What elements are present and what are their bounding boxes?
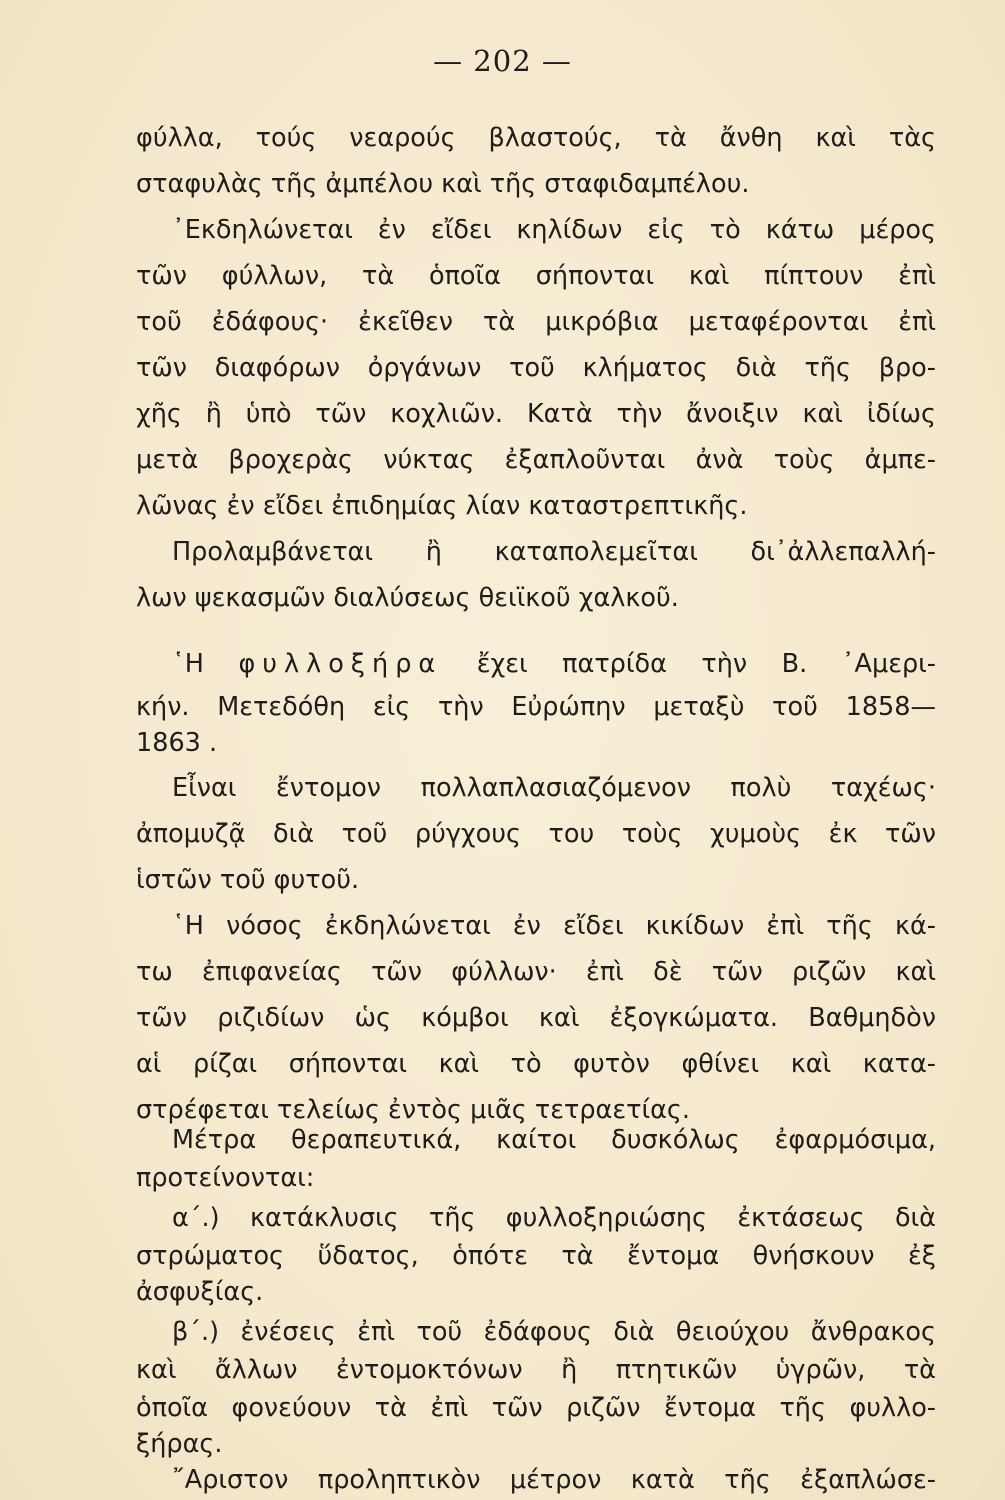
text-line: ἱστῶν τοῦ φυτοῦ. bbox=[136, 865, 360, 895]
text-line: τοῦ ἐδάφους· ἐκεῖθεν τὰ μικρόβια μεταφέρονται ἐπὶ bbox=[136, 307, 936, 337]
text-line: καὶ ἄλλων ἐντομοκτόνων ἢ πτητικῶν ὑγρῶν, τὰ bbox=[136, 1355, 936, 1385]
text-line: ᾿Εκδηλώνεται ἐν εἴδει κηλίδων εἰς τὸ κάτω μέρος bbox=[172, 215, 936, 245]
text-line: σταφυλὰς τῆς ἀμπέλου καὶ τῆς σταφιδαμπέλου. bbox=[136, 169, 750, 199]
text-line: β΄.) ἐνέσεις ἐπὶ τοῦ ἐδάφους διὰ θειούχου ἄνθρακος bbox=[172, 1317, 936, 1347]
text-line: μετὰ βροχερὰς νύκτας ἐξαπλοῦνται ἀνὰ τοὺς ἀμπε- bbox=[136, 445, 936, 475]
text-line: 1863 . bbox=[136, 728, 218, 758]
text-line: στρώματος ὕδατος, ὁπότε τὰ ἔντομα θνήσκουν ἐξ bbox=[136, 1241, 936, 1271]
text-line: φύλλα, τούς νεαρούς βλαστούς, τὰ ἄνθη καὶ τὰς bbox=[136, 123, 936, 153]
text-line: Προλαμβάνεται ἢ καταπολεμεῖται δι᾿ἀλλεπαλλή- bbox=[172, 537, 936, 567]
text-line: ῾Η νόσος ἐκδηλώνεται ἐν εἴδει κικίδων ἐπὶ τῆς κά- bbox=[172, 911, 936, 941]
text-line: ἀσφυξίας. bbox=[136, 1277, 264, 1307]
page-number: — 202 — bbox=[433, 44, 572, 78]
text-line: ἀπομυζᾷ διὰ τοῦ ρύγχους του τοὺς χυμοὺς ἐκ τῶν bbox=[136, 819, 936, 849]
text-line: τῶν ριζιδίων ὡς κόμβοι καὶ ἐξογκώματα. Βαθμηδὸν bbox=[136, 1003, 936, 1033]
text-line: α΄.) κατάκλυσις τῆς φυλλοξηριώσης ἐκτάσεως διὰ bbox=[172, 1203, 936, 1233]
text-line: τῶν φύλλων, τὰ ὁποῖα σήπονται καὶ πίπτουν ἐπὶ bbox=[136, 261, 936, 291]
text-line: ὁποῖα φονεύουν τὰ ἐπὶ τῶν ριζῶν ἔντομα τῆς φυλλο- bbox=[136, 1393, 936, 1423]
text-line: ξήρας. bbox=[136, 1429, 223, 1459]
text-line: χῆς ἢ ὑπὸ τῶν κοχλιῶν. Κατὰ τὴν ἄνοιξιν καὶ ἰδίως bbox=[136, 399, 936, 429]
text-line: στρέφεται τελείως ἐντὸς μιᾶς τετραετίας. bbox=[136, 1095, 690, 1125]
text-line: προτείνονται: bbox=[136, 1163, 315, 1193]
text-line: Μέτρα θεραπευτικά, καίτοι δυσκόλως ἐφαρμόσιμα, bbox=[172, 1125, 936, 1155]
text-line: Εἶναι ἔντομον πολλαπλασιαζόμενον πολὺ ταχέως· bbox=[172, 773, 936, 803]
heading-line bbox=[172, 646, 936, 682]
text-line: λων ψεκασμῶν διαλύσεως θειϊκοῦ χαλκοῦ. bbox=[136, 583, 679, 613]
text-line: ῎Αριστον προληπτικὸν μέτρον κατὰ τῆς ἐξαπλώσε- bbox=[172, 1465, 936, 1495]
heading-article: ῾Η bbox=[172, 649, 204, 679]
text-line: κήν. Μετεδόθη εἰς τὴν Εὐρώπην μεταξὺ τοῦ 1858— bbox=[136, 692, 936, 722]
text-line: τῶν διαφόρων ὀργάνων τοῦ κλήματος διὰ τῆς βρο- bbox=[136, 353, 936, 383]
text-line: τω ἐπιφανείας τῶν φύλλων· ἐπὶ δὲ τῶν ριζῶν καὶ bbox=[136, 957, 936, 987]
text-line: αἱ ρίζαι σήπονται καὶ τὸ φυτὸν φθίνει καὶ κατα- bbox=[136, 1049, 936, 1079]
heading-rest: ἔχει πατρίδα τὴν Β. ᾿Αμερι- bbox=[476, 649, 936, 679]
text-line: λῶνας ἐν εἴδει ἐπιδημίας λίαν καταστρεπτικῆς. bbox=[136, 491, 748, 521]
heading-term: φυλλοξήρα bbox=[238, 649, 443, 679]
